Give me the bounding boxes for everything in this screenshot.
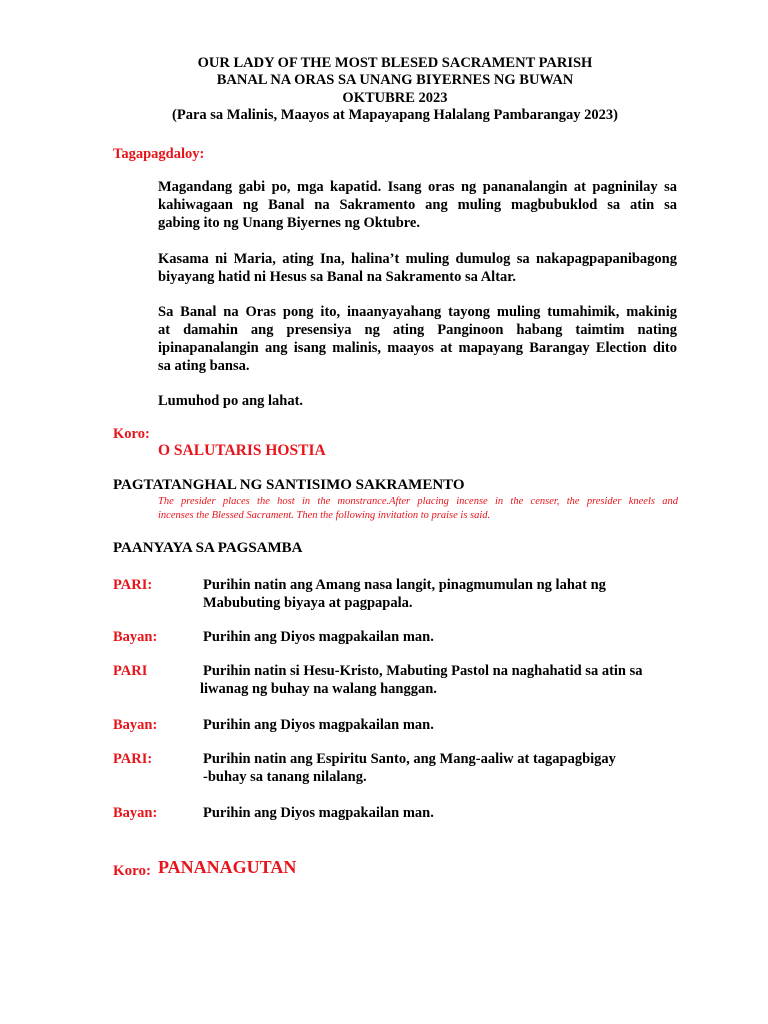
dialog-speaker: PARI xyxy=(113,663,148,679)
document-header xyxy=(0,55,768,124)
paragraph-line: Lumuhod po ang lahat. xyxy=(158,393,304,409)
dialog-line: Purihin ang Diyos magpakailan man. xyxy=(203,717,434,733)
exposition-heading: PAGTATANGHAL NG SANTISIMO SAKRAMENTO xyxy=(113,477,465,493)
intro-paragraph-3 xyxy=(158,303,677,375)
dialog-line: liwanag ng buhay na walang hanggan. xyxy=(200,681,437,697)
paragraph-line: sa ating bansa. xyxy=(158,358,250,374)
intro-paragraph-4 xyxy=(158,392,677,410)
dialog-row xyxy=(113,663,713,703)
koro-song-title: O SALUTARIS HOSTIA xyxy=(158,442,326,459)
dialog-line: Purihin natin si Hesu-Kristo, Mabuting Pastol na naghahatid sa atin sa xyxy=(203,663,643,679)
dialog-line: Purihin ang Diyos magpakailan man. xyxy=(203,805,434,821)
tagapagdaloy-label: Tagapagdaloy: xyxy=(113,146,205,162)
invitation-heading: PAANYAYA SA PAGSAMBA xyxy=(113,540,303,556)
dialog-line: Purihin natin ang Espiritu Santo, ang Mang-aaliw at tagapagbigay xyxy=(203,751,616,767)
paragraph-line: Sa Banal na Oras pong ito, inaanyayahang tayong muling tumahimik, makinig xyxy=(158,304,677,320)
koro-label-2: Koro: xyxy=(113,863,152,879)
paragraph-line: Magandang gabi po, mga kapatid. Isang oras ng pananalangin at pagninilay sa xyxy=(158,179,677,195)
instruction-line: The presider places the host in the monstrance.After placing incense in the censer, the presider kneels and xyxy=(158,496,678,507)
dialog-line: Purihin ang Diyos magpakailan man. xyxy=(203,629,434,645)
dialog-speaker: Bayan: xyxy=(113,805,158,821)
intro-paragraph-1 xyxy=(158,178,677,232)
dialog-row xyxy=(113,751,713,791)
paragraph-line: gabing ito ng Unang Biyernes ng Oktubre. xyxy=(158,215,420,231)
koro-label: Koro: xyxy=(113,426,150,442)
paragraph-line: biyayang hatid ni Hesus sa Banal na Sakramento sa Altar. xyxy=(158,269,517,285)
exposition-instruction xyxy=(158,495,678,523)
dialog-row xyxy=(113,805,713,845)
dialog-speaker: PARI: xyxy=(113,751,153,767)
intention-subtitle: (Para sa Malinis, Maayos at Mapayapang Halalang Pambarangay 2023) xyxy=(172,106,618,123)
koro-song-title-2: PANANAGUTAN xyxy=(158,857,297,877)
paragraph-line: Kasama ni Maria, ating Ina, halina’t muling dumulog sa nakapagpapanibagong xyxy=(158,251,677,267)
parish-title: OUR LADY OF THE MOST BLESED SACRAMENT PARISH xyxy=(197,55,593,71)
dialog-row xyxy=(113,577,713,617)
intro-paragraph-2 xyxy=(158,250,677,286)
dialog-speaker: Bayan: xyxy=(113,629,158,645)
dialog-line: Mabubuting biyaya at pagpapala. xyxy=(203,595,413,611)
paragraph-line: ipinapanalangin ang isang malinis, maayos at mapayang Barangay Election dito xyxy=(158,340,677,356)
instruction-line: incenses the Blessed Sacrament. Then the following invitation to praise is said. xyxy=(158,510,491,521)
service-title: BANAL NA ORAS SA UNANG BIYERNES NG BUWAN xyxy=(216,72,574,89)
paragraph-line: at damahin ang presensiya ng ating Panginoon habang taimtim nating xyxy=(158,322,677,338)
paragraph-line: kahiwagaan ng Banal na Sakramento ang muling magbubuklod sa atin sa xyxy=(158,197,677,213)
dialog-speaker: Bayan: xyxy=(113,717,158,733)
dialog-line: Purihin natin ang Amang nasa langit, pinagmumulan ng lahat ng xyxy=(203,577,606,593)
month-year: OKTUBRE 2023 xyxy=(342,89,448,106)
dialog-speaker: PARI: xyxy=(113,577,153,593)
dialog-line: -buhay sa tanang nilalang. xyxy=(203,769,367,785)
